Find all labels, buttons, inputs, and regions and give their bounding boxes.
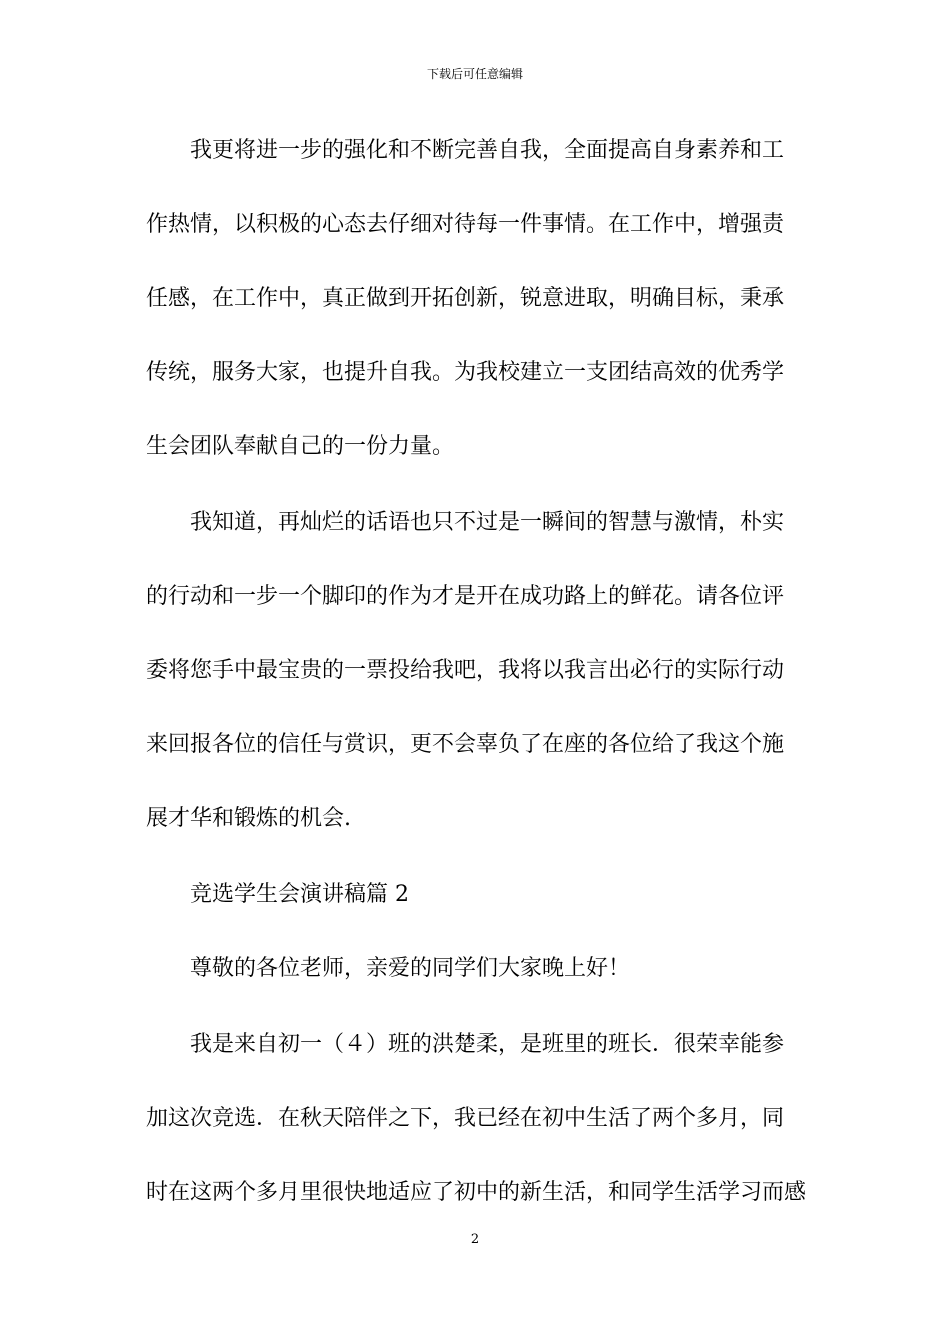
paragraph-line: 委将您手中最宝贵的一票投给我吧，我将以我言出必行的实际行动 <box>146 658 785 683</box>
paragraph-line: 作热情，以积极的心态去仔细对待每一件事情。在工作中，增强责 <box>146 212 785 237</box>
paragraph-line: 我是来自初一（４）班的洪楚柔，是班里的班长．很荣幸能参 <box>190 1032 785 1057</box>
paragraph-line: 我更将进一步的强化和不断完善自我，全面提高自身素养和工 <box>190 138 785 163</box>
paragraph-line: 任感，在工作中，真正做到开拓创新，锐意进取，明确目标，秉承 <box>146 286 785 311</box>
section-heading: 竞选学生会演讲稿篇 2 <box>190 882 409 907</box>
paragraph-line: 我知道，再灿烂的话语也只不过是一瞬间的智慧与激情，朴实 <box>190 510 785 535</box>
paragraph-line: 时在这两个多月里很快地适应了初中的新生活，和同学生活学习而感 <box>146 1180 807 1205</box>
page-number: 2 <box>470 1232 480 1247</box>
paragraph-line: 生会团队奉献自己的一份力量。 <box>146 434 455 459</box>
paragraph-line: 展才华和锻炼的机会. <box>146 806 351 831</box>
header-note: 下载后可任意编辑 <box>426 67 523 81</box>
paragraph-line: 的行动和一步一个脚印的作为才是开在成功路上的鲜花。请各位评 <box>146 584 785 609</box>
paragraph-line: 传统，服务大家，也提升自我。为我校建立一支团结高效的优秀学 <box>146 360 785 385</box>
greeting-line: 尊敬的各位老师，亲爱的同学们大家晚上好！ <box>190 956 631 981</box>
paragraph-line: 来回报各位的信任与赏识，更不会辜负了在座的各位给了我这个施 <box>146 732 785 757</box>
paragraph-line: 加这次竞选．在秋天陪伴之下，我已经在初中生活了两个多月，同 <box>146 1106 785 1131</box>
